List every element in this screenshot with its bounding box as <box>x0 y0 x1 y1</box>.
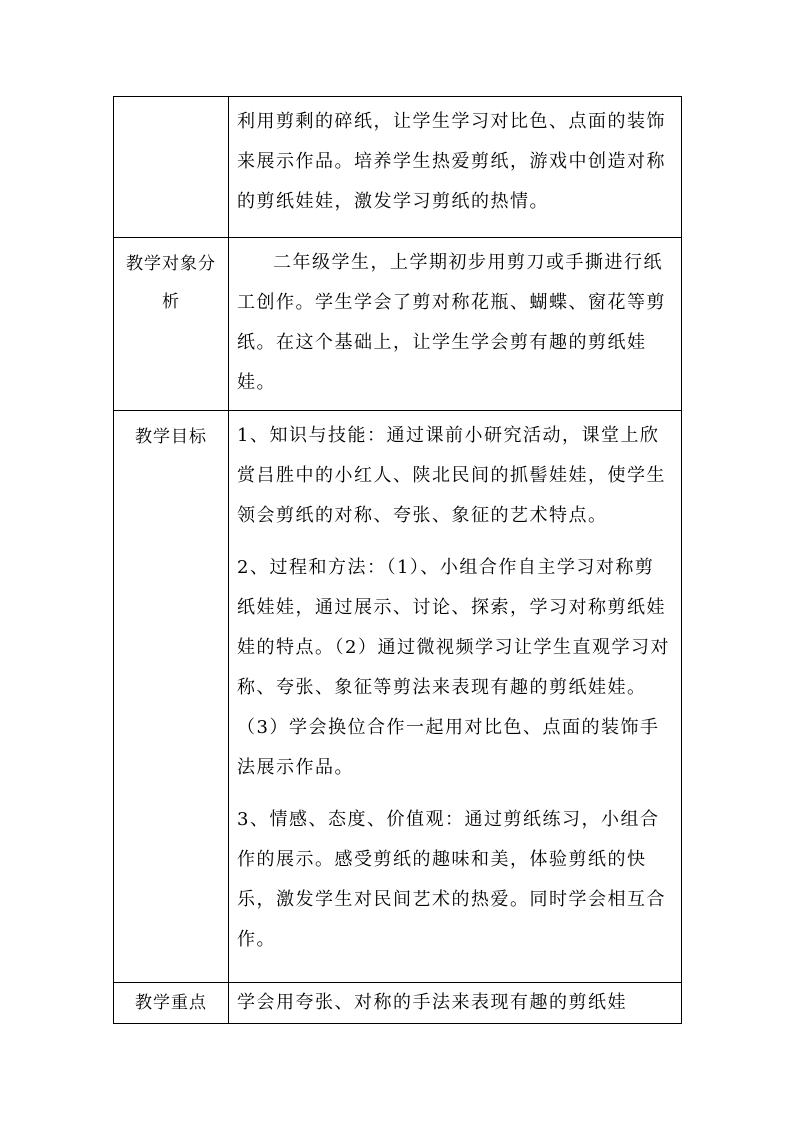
row-label: 教学目标 <box>114 411 229 983</box>
row-content <box>229 983 682 1024</box>
table-row <box>114 97 682 238</box>
content-paragraph: 学会用夸张、对称的手法来表现有趣的剪纸娃 <box>237 992 627 1013</box>
table-row <box>114 238 682 411</box>
lesson-plan-table <box>113 96 682 1024</box>
row-content <box>229 411 682 983</box>
content-paragraph: 2、过程和方法：（1）、小组合作自主学习对称剪纸娃娃，通过展示、讨论、探索，学习对称剪纸娃娃的特点。（2）通过微视频学习让学生直观学习对称、夸张、象征等剪法来表现有趣的剪纸娃娃。（3）学会换位合作一起用对比色、点面的装饰手法展示作品。 <box>237 557 670 778</box>
row-label <box>114 97 229 238</box>
row-label: 教学对象分析 <box>114 238 229 411</box>
row-content <box>229 238 682 411</box>
row-label: 教学重点 <box>114 983 229 1024</box>
table-row <box>114 411 682 983</box>
row-content <box>229 97 682 238</box>
content-paragraph: 利用剪剩的碎纸，让学生学习对比色、点面的装饰来展示作品。培养学生热爱剪纸，游戏中创造对称的剪纸娃娃，激发学习剪纸的热情。 <box>237 111 666 212</box>
content-paragraph: 3、情感、态度、价值观：通过剪纸练习，小组合作的展示。感受剪纸的趣味和美，体验剪纸的快乐，激发学生对民间艺术的热爱。同时学会相互合作。 <box>237 809 666 950</box>
content-paragraph: 二年级学生，上学期初步用剪刀或手撕进行纸工创作。学生学会了剪对称花瓶、蝴蝶、窗花等剪纸。在这个基础上，让学生学会剪有趣的剪纸娃娃。 <box>237 252 666 393</box>
table-row <box>114 983 682 1024</box>
content-paragraph: 1、知识与技能：通过课前小研究活动，课堂上欣赏吕胜中的小红人、陕北民间的抓髻娃娃，使学生领会剪纸的对称、夸张、象征的艺术特点。 <box>237 425 666 526</box>
